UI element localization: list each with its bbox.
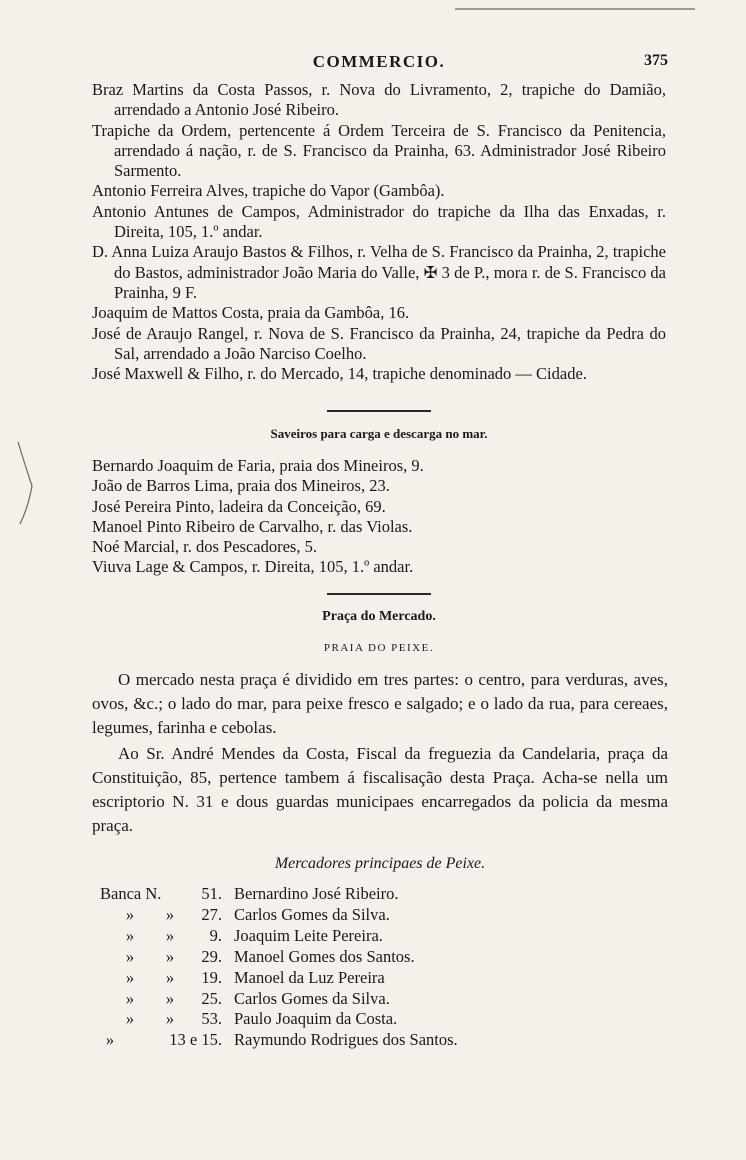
mercado-paragraph-2 (92, 742, 668, 838)
table-row (100, 926, 660, 947)
merchant-name: Joaquim Leite Pereira. (234, 925, 383, 945)
list-item: José Pereira Pinto, ladeira da Conceição, 69. (92, 496, 386, 516)
ditto-mark: » (105, 1030, 115, 1050)
list-item: Manoel Pinto Ribeiro de Carvalho, r. das Violas. (92, 516, 413, 536)
banca-number: 25. (201, 988, 222, 1008)
running-title: COMMERCIO. (312, 52, 446, 71)
page-number: 375 (644, 52, 668, 69)
paragraph-text: O mercado nesta praça é dividido em tres partes: o centro, para verduras, aves, ovos, &c.; o lado do mar, para peixe fresco e salgado; e o lado da rua, para cereaes, legumes, farinha e cebolas. (92, 670, 668, 737)
banca-number: 29. (201, 946, 222, 966)
mercado-subheading: PRAIA DO PEIXE. (323, 642, 435, 654)
ditto-mark: » (165, 946, 175, 966)
table-row (100, 1009, 660, 1030)
ditto-mark: » (125, 925, 135, 945)
list-item: Trapiche da Ordem, pertencente á Ordem Terceira de S. Francisco da Penitencia, arrendado á nação, r. de S. Francisco da Prainha, 63. Administrador José Ribeiro Sarmento. (92, 120, 666, 181)
ditto-mark: » (125, 1009, 135, 1029)
merchant-name: Carlos Gomes da Silva. (234, 904, 390, 924)
table-row (100, 968, 660, 989)
list-item: Braz Martins da Costa Passos, r. Nova do Livramento, 2, trapiche do Damião, arrendado a Antonio José Ribeiro. (92, 80, 666, 120)
list-item: João de Barros Lima, praia dos Mineiros, 23. (92, 476, 390, 496)
table-row (100, 905, 660, 926)
banca-number: 27. (201, 904, 222, 924)
page-header (90, 50, 668, 76)
table-row (100, 1030, 660, 1051)
banca-number: 13 e 15. (169, 1030, 222, 1050)
ditto-mark: » (125, 946, 135, 966)
margin-bracket-mark (12, 438, 42, 528)
banca-label: Banca N. (100, 884, 162, 903)
ditto-mark: » (125, 904, 135, 924)
mercado-paragraph-1 (92, 668, 668, 740)
ditto-mark: » (165, 904, 175, 924)
list-item: Bernardo Joaquim de Faria, praia dos Mineiros, 9. (92, 456, 424, 475)
trapiche-list (92, 80, 666, 384)
ditto-mark: » (165, 988, 175, 1008)
table-row (100, 947, 660, 968)
banca-number: 51. (201, 884, 222, 903)
list-item: Antonio Antunes de Campos, Administrador do trapiche da Ilha das Enxadas, r. Direita, 105, 1.º andar. (92, 201, 666, 242)
merchant-name: Manoel da Luz Pereira (234, 967, 385, 987)
table-row (100, 989, 660, 1010)
merchant-name: Manoel Gomes dos Santos. (234, 946, 415, 966)
top-edge-line (455, 8, 695, 10)
merchant-name: Paulo Joaquim da Costa. (234, 1009, 398, 1029)
section-divider (327, 593, 431, 595)
saveiros-list (92, 456, 666, 578)
section-divider (327, 410, 431, 412)
paragraph-text: Ao Sr. André Mendes da Costa, Fiscal da freguezia da Candelaria, praça da Constituição, 85, pertence tambem á fiscalisação desta Praça. Acha-se nella um escriptorio N. 31 e dous guardas municipaes encarregados da policia da mesma praça. (92, 744, 668, 835)
ditto-mark: » (125, 988, 135, 1008)
banca-number: 9. (209, 925, 222, 945)
banca-list (100, 884, 660, 1051)
merchant-name: Raymundo Rodrigues dos Santos. (234, 1030, 458, 1050)
mercado-heading: Praça do Mercado. (322, 609, 436, 624)
list-item: Joaquim de Mattos Costa, praia da Gambôa, 16. (92, 303, 410, 323)
list-item: Viuva Lage & Campos, r. Direita, 105, 1.º andar. (92, 557, 414, 577)
list-item: Noé Marcial, r. dos Pescadores, 5. (92, 537, 317, 557)
ditto-mark: » (165, 925, 175, 945)
merchants-heading: Mercadores principaes de Peixe. (274, 855, 486, 872)
list-item: José de Araujo Rangel, r. Nova de S. Francisco da Prainha, 24, trapiche da Pedra do Sal, arrendado a João Narciso Coelho. (92, 323, 666, 363)
ditto-mark: » (125, 967, 135, 987)
banca-number: 19. (201, 967, 222, 987)
list-item: Antonio Ferreira Alves, trapiche do Vapor (Gambôa). (92, 181, 445, 201)
merchant-name: Bernardino José Ribeiro. (234, 884, 399, 903)
merchant-name: Carlos Gomes da Silva. (234, 988, 390, 1008)
banca-number: 53. (201, 1009, 222, 1029)
ditto-mark: » (165, 967, 175, 987)
ditto-mark: » (165, 1009, 175, 1029)
saveiros-heading: Saveiros para carga e descarga no mar. (270, 426, 488, 441)
list-item: D. Anna Luiza Araujo Bastos & Filhos, r. Velha de S. Francisco da Prainha, 2, trapiche do Bastos, administrador João Maria do Valle, ✠ 3 de P., mora r. de S. Francisco da Prainha, 9 F. (92, 242, 666, 302)
table-row (100, 884, 660, 905)
list-item: José Maxwell & Filho, r. do Mercado, 14, trapiche denominado — Cidade. (92, 364, 587, 384)
